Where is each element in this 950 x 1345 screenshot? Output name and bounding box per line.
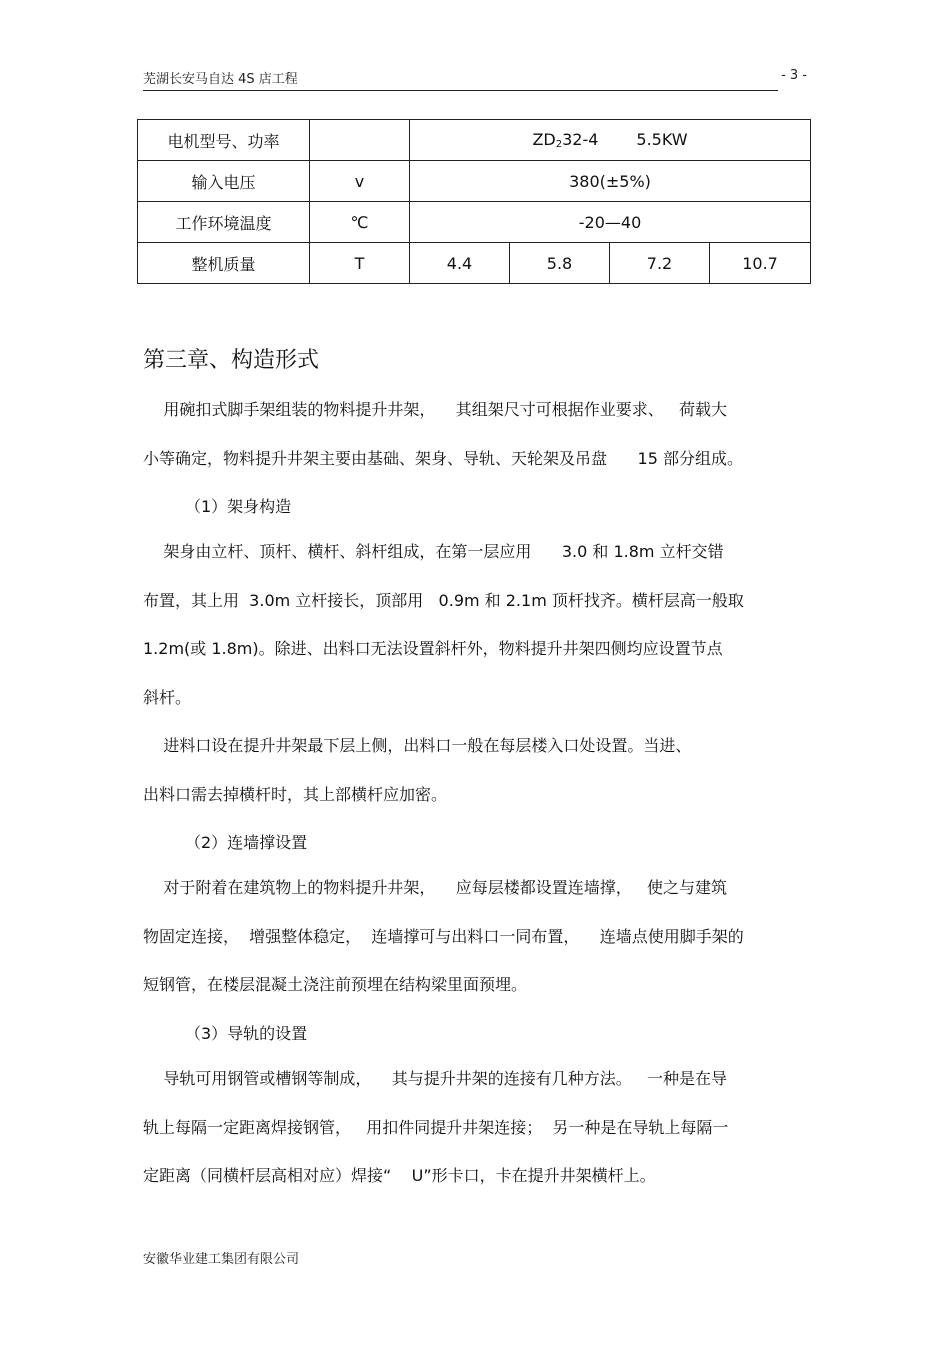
motor-model-subscript: 2 (555, 139, 563, 150)
section-heading-frame: （1）架身构造 (185, 497, 292, 516)
table-cell-value: 10.7 (710, 243, 811, 284)
footer-company: 安徽华业建工集团有限公司 (143, 1252, 300, 1267)
section-heading-wall-brace: （2）连墙撑设置 (185, 833, 308, 852)
text-line: 轨上每隔一定距离焊接钢管， 用扣件同提升井架连接； 另一种是在导轨上每隔一 (143, 1117, 729, 1137)
table-row (138, 202, 811, 243)
intro-paragraph (143, 386, 807, 483)
guide-rail-paragraph (143, 1055, 807, 1201)
table-cell-label: 输入电压 (138, 161, 310, 202)
text-line: 斜杆。 (143, 687, 192, 707)
table-cell-label: 电机型号、功率 (138, 120, 310, 161)
table-cell-value: -20—40 (410, 202, 811, 243)
text-line: 架身由立杆、顶杆、横杆、斜杆组成，在第一层应用 3.0 和 1.8m 立杆交错 (143, 542, 724, 561)
text-line: 导轨可用钢管或槽钢等制成， 其与提升井架的连接有几种方法。 一种是在导 (143, 1069, 727, 1088)
text-line: 用碗扣式脚手架组装的物料提升井架， 其组架尺寸可根据作业要求、 荷载大 (143, 400, 727, 419)
text-line: 小等确定，物料提升井架主要由基础、架身、导轨、天轮架及吊盘 15 部分组成。 (143, 448, 743, 468)
section-heading-guide-rail: （3）导轨的设置 (185, 1024, 308, 1043)
table-cell-unit: T (310, 243, 410, 284)
text-line: 短钢管，在楼层混凝土浇注前预埋在结构梁里面预埋。 (143, 975, 528, 995)
text-line: 布置，其上用 3.0m 立杆接长，顶部用 0.9m 和 2.1m 顶杆找齐。横杆层高一般取 (143, 590, 744, 610)
text-line: 进料口设在提升井架最下层上侧，出料口一般在每层楼入口处设置。当进、 (143, 736, 692, 755)
text-line: 出料口需去掉横杆时，其上部横杆应加密。 (143, 784, 448, 804)
spec-table (137, 119, 811, 284)
frame-paragraph (143, 528, 807, 722)
table-cell-value (410, 120, 811, 161)
table-cell-value: 5.8 (510, 243, 610, 284)
table-cell-unit: ℃ (310, 202, 410, 243)
text-line: 定距离（同横杆层高相对应）焊接“ U”形卡口，卡在提升井架横杆上。 (143, 1166, 656, 1186)
motor-model-suffix: 32-4 (562, 130, 599, 149)
chapter-title: 第三章、构造形式 (143, 348, 320, 373)
table-cell-label: 工作环境温度 (138, 202, 310, 243)
table-row (138, 243, 811, 284)
table-row (138, 161, 811, 202)
text-line: 对于附着在建筑物上的物料提升井架， 应每层楼都设置连墙撑， 使之与建筑 (143, 878, 727, 897)
header-project-name: 芜湖长安马自达 4S 店工程 (143, 72, 298, 87)
table-cell-value: 7.2 (610, 243, 710, 284)
text-line: 物固定连接， 增强整体稳定， 连墙撑可与出料口一同布置， 连墙点使用脚手架的 (143, 926, 744, 946)
entrance-paragraph (143, 722, 807, 819)
motor-power: 5.5KW (636, 130, 688, 149)
table-cell-value: 380(±5%) (410, 161, 811, 202)
motor-model-prefix: ZD (532, 130, 556, 149)
table-cell-label: 整机质量 (138, 243, 310, 284)
table-cell-unit (310, 120, 410, 161)
header-divider (143, 90, 778, 91)
table-cell-value: 4.4 (410, 243, 510, 284)
table-cell-unit: v (310, 161, 410, 202)
page-number: - 3 - (781, 68, 807, 83)
wall-brace-paragraph (143, 864, 807, 1010)
table-row (138, 120, 811, 161)
text-line: 1.2m(或 1.8m)。除进、出料口无法设置斜杆外，物料提升井架四侧均应设置节点 (143, 639, 723, 659)
